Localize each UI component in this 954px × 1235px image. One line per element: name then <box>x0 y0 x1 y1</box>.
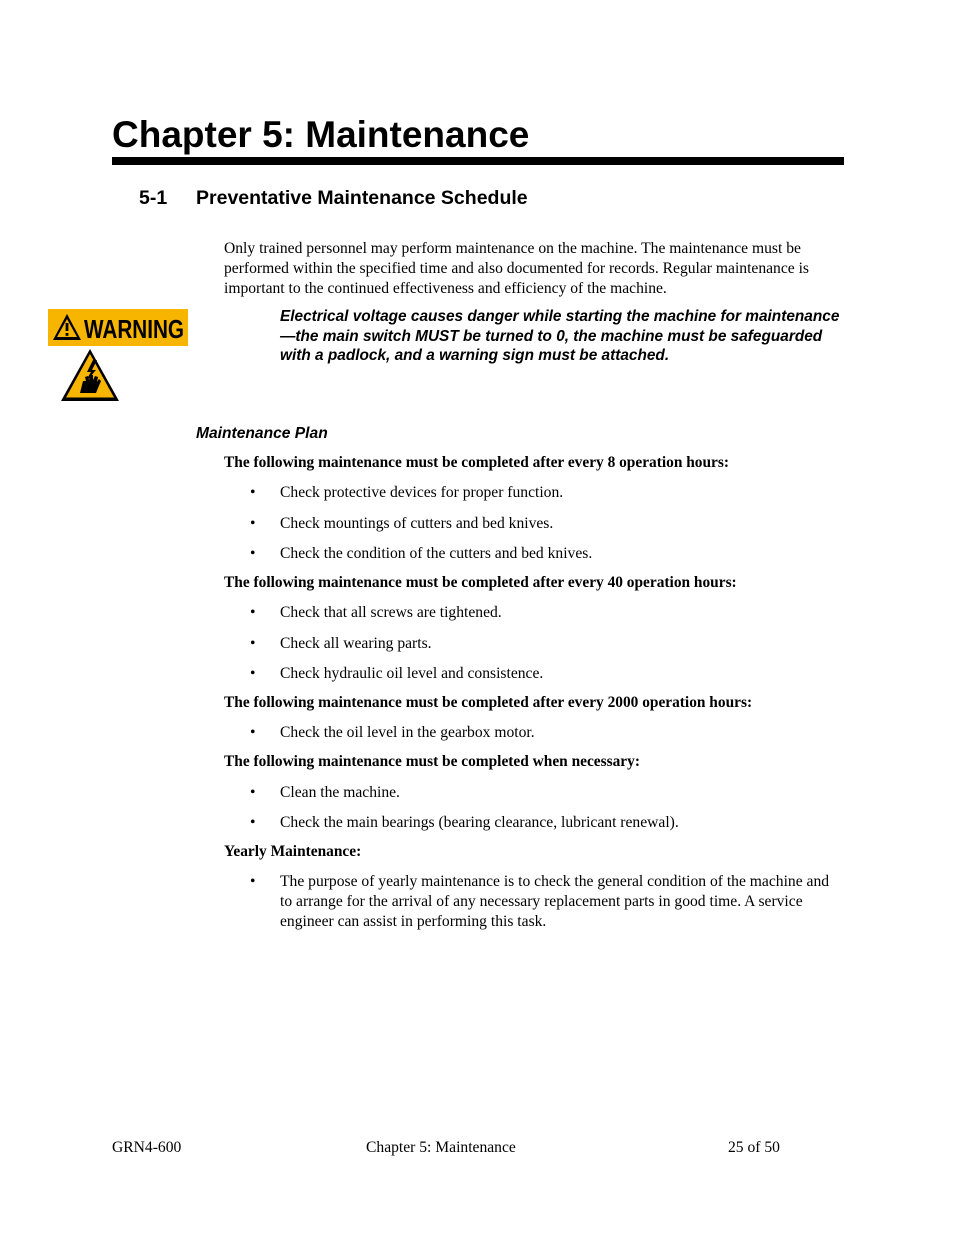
bullet: • <box>250 484 256 501</box>
list-item-text: Check protective devices for proper function. <box>280 484 564 501</box>
section-number: 5-1 <box>139 187 168 209</box>
warning-badge-label: WARNING <box>84 314 184 344</box>
warning-text: Electrical voltage causes danger while starting the machine for maintenance—the main switch MUST be turned to 0, the machine must be safeguarded with a padlock, and a warning sign must be attached. <box>280 308 840 365</box>
bullet: • <box>250 635 256 652</box>
list-item-text: Check mountings of cutters and bed knives. <box>280 515 554 532</box>
bullet: • <box>250 724 256 741</box>
list-item-text: Check the oil level in the gearbox motor. <box>280 724 535 741</box>
bullet: • <box>250 665 256 682</box>
chapter-title: Chapter 5: Maintenance <box>112 114 530 155</box>
warning-badge <box>48 309 188 346</box>
section-title: Preventative Maintenance Schedule <box>196 187 528 209</box>
list-item-text: Check the condition of the cutters and bed knives. <box>280 545 593 562</box>
group-label-when-necessary: The following maintenance must be completed when necessary: <box>224 753 640 770</box>
bullet: • <box>250 515 256 532</box>
list-item-text: Clean the machine. <box>280 784 400 801</box>
list-item-text: Check that all screws are tightened. <box>280 604 502 621</box>
footer-model: GRN4-600 <box>112 1139 182 1156</box>
bullet: • <box>250 784 256 801</box>
electric-shock-hand-icon <box>60 348 120 402</box>
list-item-text: Check the main bearings (bearing clearance, lubricant renewal). <box>280 814 679 831</box>
group-label-2000-hours: The following maintenance must be completed after every 2000 operation hours: <box>224 694 753 711</box>
section-heading <box>139 186 528 210</box>
list-item-text: Check all wearing parts. <box>280 635 432 652</box>
list-item-text: Check hydraulic oil level and consistence. <box>280 665 544 682</box>
footer-page-number: 25 of 50 <box>728 1139 780 1156</box>
intro-paragraph: Only trained personnel may perform maintenance on the machine. The maintenance must be performed within the specified time and also documented for records. Regular maintenance is important to the continued effectiveness and efficiency of the machine. <box>224 240 809 297</box>
bullet: • <box>250 873 256 890</box>
group-label-yearly: Yearly Maintenance: <box>224 843 362 860</box>
bullet: • <box>250 604 256 621</box>
footer-chapter: Chapter 5: Maintenance <box>366 1139 516 1156</box>
title-rule <box>112 157 844 165</box>
group-label-40-hours: The following maintenance must be completed after every 40 operation hours: <box>224 574 737 591</box>
bullet: • <box>250 814 256 831</box>
bullet: • <box>250 545 256 562</box>
maintenance-plan-heading: Maintenance Plan <box>196 425 328 442</box>
group-label-8-hours: The following maintenance must be completed after every 8 operation hours: <box>224 454 729 471</box>
list-item-text: The purpose of yearly maintenance is to check the general condition of the machine and to arrange for the arrival of any necessary replacement parts in good time. A service engineer can assist in performing this task. <box>280 873 830 930</box>
